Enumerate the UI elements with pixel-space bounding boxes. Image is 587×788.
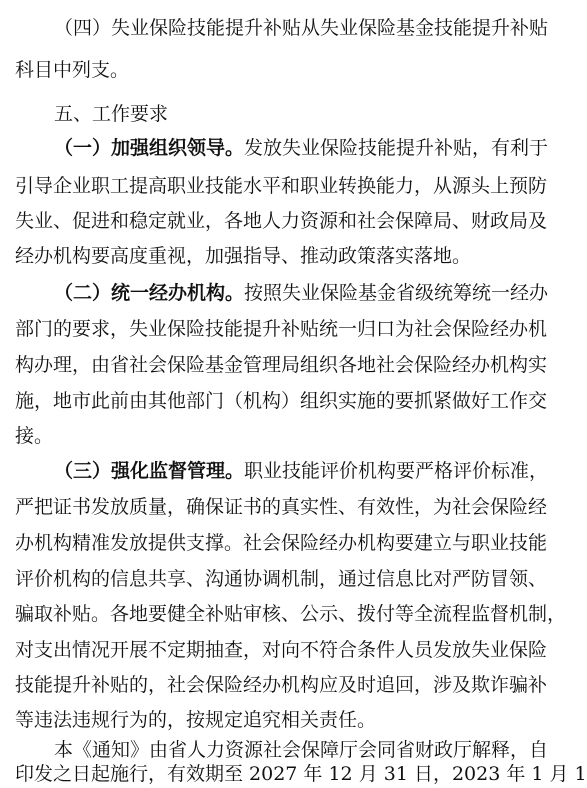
text-line	[0, 600, 567, 628]
text-line	[0, 565, 548, 593]
body-text: 失业、促进和稳定就业，各地人力资源和社会保障局、财政局及	[15, 210, 548, 232]
body-text: 严把证书发放质量，确保证书的真实性、有效性，为社会保险经	[15, 496, 548, 518]
body-text: 本《通知》由省人力资源社会保障厅会同省财政厅解释，自	[54, 739, 549, 761]
body-text: 部门的要求，失业保险技能提升补贴统一归口为社会保险经办机	[15, 318, 548, 340]
text-line	[0, 100, 542, 128]
text-line	[0, 134, 549, 162]
body-text: 对支出情况开展不定期抽查，对向不符合条件人员发放失业保险	[15, 639, 548, 661]
section-heading: （二）统一经办机构。	[54, 282, 245, 304]
text-line	[0, 56, 542, 84]
text-line	[0, 671, 548, 699]
text-line	[0, 760, 587, 788]
text-line	[0, 493, 548, 521]
body-text: 构办理，由省社会保险基金管理局组织各地社会保险经办机构实	[15, 354, 548, 376]
body-text: 施，地市此前由其他部门（机构）组织实施的要抓紧做好工作交	[15, 390, 548, 412]
body-text: 等违法违规行为的，按规定追究相关责任。	[15, 709, 377, 731]
text-line	[0, 636, 548, 664]
text-line	[0, 207, 548, 235]
body-text: 评价机构的信息共享、沟通协调机制，通过信息比对严防冒领、	[15, 568, 548, 590]
text-line	[0, 279, 549, 307]
text-line	[0, 351, 548, 379]
text-line	[0, 706, 542, 734]
body-text: 办机构精准发放提供支撑。社会保险经办机构要建立与职业技能	[15, 532, 548, 554]
body-text: 引导企业职工提高职业技能水平和职业转换能力，从源头上预防	[15, 175, 548, 197]
body-text: 骗取补贴。各地要健全补贴审核、公示、拨付等全流程监督机制，	[15, 603, 567, 625]
body-text: （四）失业保险技能提升补贴从失业保险基金技能提升补贴	[54, 17, 549, 39]
body-text: 五、工作要求	[54, 103, 169, 125]
text-line	[0, 422, 542, 450]
text-line	[0, 387, 548, 415]
section-heading: （三）强化监督管理。	[54, 460, 245, 482]
text-line	[0, 457, 549, 485]
body-text: 职业技能评价机构要严格评价标准，	[244, 460, 549, 482]
body-text: 发放失业保险技能提升补贴，有利于	[244, 137, 549, 159]
section-heading: （一）加强组织领导。	[54, 137, 245, 159]
text-line	[0, 14, 549, 42]
text-line	[0, 172, 548, 200]
text-line	[0, 315, 548, 343]
body-text: 接。	[15, 425, 54, 447]
text-line	[0, 242, 542, 270]
text-line	[0, 529, 548, 557]
body-text: 技能提升补贴的，社会保险经办机构应及时追回，涉及欺诈骗补	[15, 674, 548, 696]
body-text: 科目中列支。	[15, 59, 130, 81]
body-text: 按照失业保险基金省级统筹统一经办	[244, 282, 549, 304]
body-text: 经办机构要高度重视，加强指导、推动政策落实落地。	[15, 245, 472, 267]
body-text: 印发之日起施行，有效期至 2027 年 12 月 31 日，2023 年 1 月 1	[15, 763, 587, 785]
